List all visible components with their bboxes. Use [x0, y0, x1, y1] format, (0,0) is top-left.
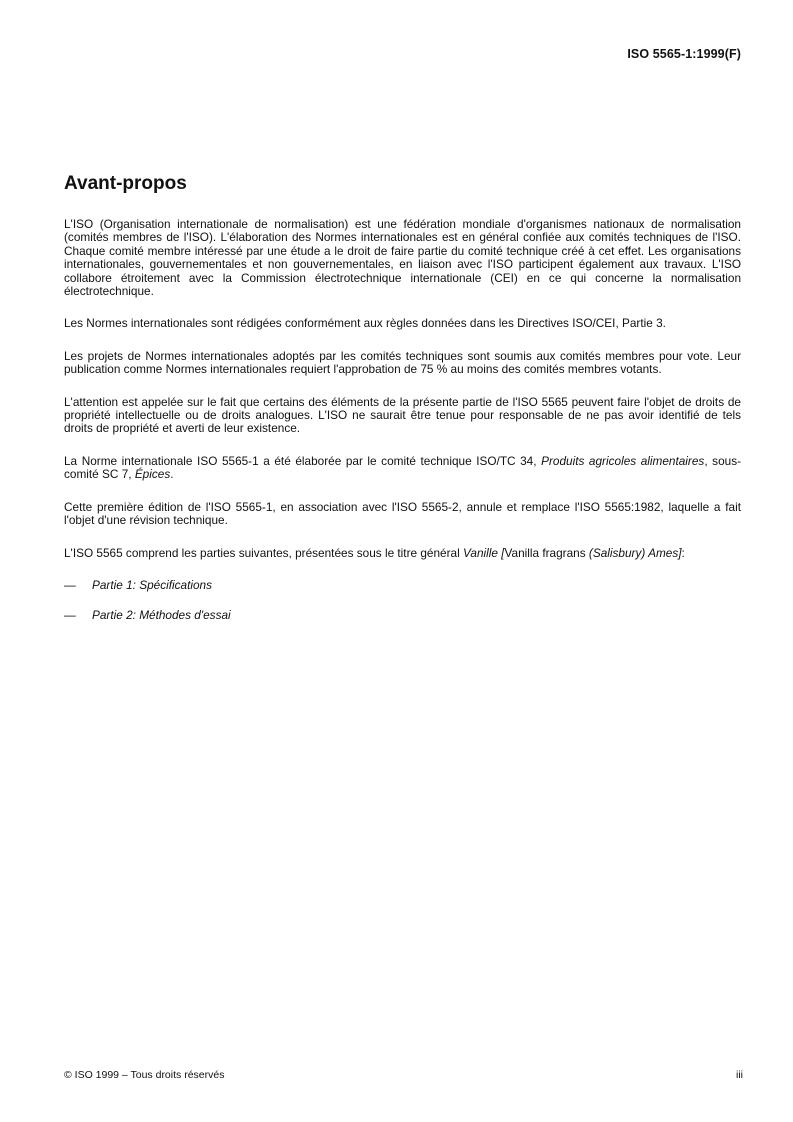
paragraph-committee: La Norme internationale ISO 5565-1 a été élaborée par le comité technique ISO/TC 34, Produits agricoles alimentaires, sous-comité SC 7, Épices.: [64, 453, 742, 482]
page-header: [64, 47, 741, 62]
paragraph-patent-rights: L'attention est appelée sur le fait que certains des éléments de la présente partie de l'ISO 5565 peuvent faire l'objet de droits de propriété intellectuelle ou de droits analogues. L'ISO ne saurait être tenue pour responsable de ne pas avoir identifié de tels droits de propriété et averti de leur existence.: [64, 394, 741, 436]
list-item-part2: [64, 609, 741, 622]
list-dash: —: [64, 577, 76, 592]
document-reference: ISO 5565-1:1999(F): [627, 47, 741, 61]
page-number: iii: [736, 1069, 743, 1081]
list-item-part1: [64, 579, 741, 592]
list-item-label: Partie 2: Méthodes d'essai: [92, 608, 231, 623]
page-content: [64, 0, 741, 640]
page-footer: [64, 1069, 743, 1082]
list-item-label: Partie 1: Spécifications: [92, 577, 212, 592]
paragraph-parts-intro: L'ISO 5565 comprend les parties suivantes, présentées sous le titre général Vanille [Vanilla fragrans (Salisbury) Ames]:: [64, 545, 685, 560]
copyright-notice: © ISO 1999 – Tous droits réservés: [64, 1069, 225, 1081]
list-dash: —: [64, 608, 76, 623]
paragraph-vote: Les projets de Normes internationales adoptés par les comités techniques sont soumis aux comités membres pour vote. Leur publication comme Normes internationales requiert l'approbation de 75 % au moins des comités membres votants.: [64, 348, 741, 377]
paragraph-iso-foreword: L'ISO (Organisation internationale de normalisation) est une fédération mondiale d'organismes nationaux de normalisation (comités membres de l'ISO). L'élaboration des Normes internationales est en général confiée aux comités techniques de l'ISO. Chaque comité membre intéressé par une étude a le droit de faire partie du comité technique créé à cet effet. Les organisations internationales, gouvernementales et non gouvernementales, en liaison avec l'ISO participent également aux travaux. L'ISO collabore étroitement avec la Commission électrotechnique internationale (CEI) en ce qui concerne la normalisation électrotechnique.: [64, 217, 741, 299]
page-title: Avant-propos: [64, 173, 187, 194]
paragraph-edition: Cette première édition de l'ISO 5565-1, en association avec l'ISO 5565-2, annule et remplace l'ISO 5565:1982, laquelle a fait l'objet d'une révision technique.: [64, 499, 741, 528]
paragraph-directives: Les Normes internationales sont rédigées conformément aux règles données dans les Directives ISO/CEI, Partie 3.: [64, 316, 666, 331]
